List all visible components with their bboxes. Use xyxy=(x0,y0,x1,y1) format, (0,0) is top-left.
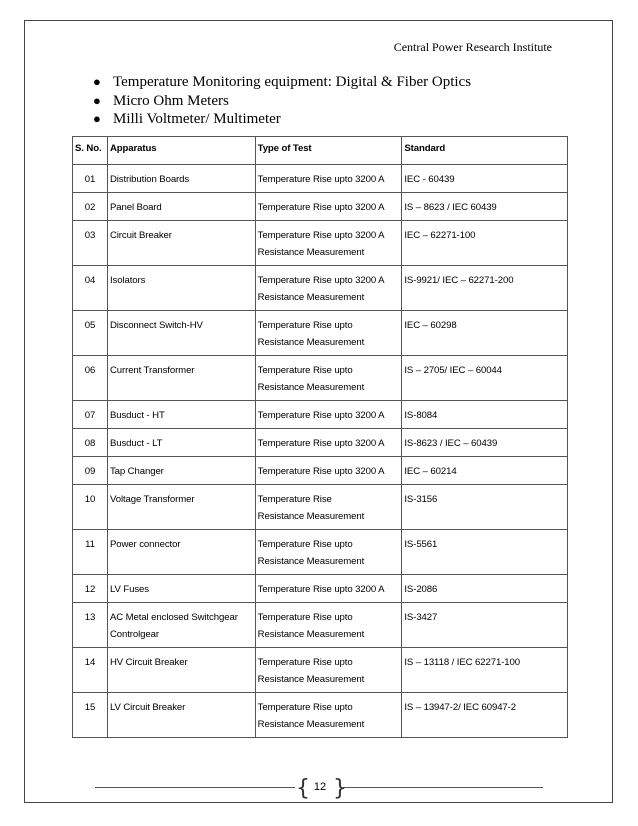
cell-sno: 08 xyxy=(73,429,108,457)
table-row xyxy=(73,401,568,429)
cell-line: IS – 13947-2/ IEC 60947-2 xyxy=(404,702,516,713)
cell-sno: 04 xyxy=(73,266,108,311)
bullet-icon: ● xyxy=(93,111,101,126)
cell-apparatus xyxy=(107,221,255,266)
cell-standard xyxy=(402,429,568,457)
cell-line: Temperature Rise xyxy=(257,494,332,505)
cell-type-of-test xyxy=(255,530,402,575)
list-item-text: Micro Ohm Meters xyxy=(113,92,229,109)
table-row xyxy=(73,485,568,530)
cell-line: Busduct - LT xyxy=(109,438,163,449)
cell-type-of-test xyxy=(255,401,402,429)
cell-sno: 12 xyxy=(73,575,108,603)
cell-line: Disconnect Switch-HV xyxy=(109,320,203,331)
cell-line: IS-8623 / IEC – 60439 xyxy=(404,438,498,449)
cell-type-of-test xyxy=(255,429,402,457)
cell-apparatus xyxy=(107,603,255,648)
cell-apparatus xyxy=(107,693,255,738)
cell-line: Power connector xyxy=(109,539,181,550)
cell-type-of-test xyxy=(255,693,402,738)
cell-type-of-test xyxy=(255,457,402,485)
cell-line: Isolators xyxy=(109,275,146,286)
table-row xyxy=(73,693,568,738)
header-sno: S. No. xyxy=(73,137,108,165)
cell-standard xyxy=(402,485,568,530)
cell-line: HV Circuit Breaker xyxy=(109,657,188,668)
table-row xyxy=(73,356,568,401)
cell-line: Temperature Rise upto xyxy=(257,612,353,623)
cell-standard xyxy=(402,603,568,648)
table-row xyxy=(73,193,568,221)
cell-standard xyxy=(402,221,568,266)
cell-apparatus xyxy=(107,648,255,693)
cell-line: Distribution Boards xyxy=(109,174,190,185)
page-header: Central Power Research Institute xyxy=(393,40,552,54)
cell-line: Circuit Breaker xyxy=(109,230,172,241)
cell-line: IS-8084 xyxy=(404,410,438,421)
table-row xyxy=(73,165,568,193)
cell-line: Voltage Transformer xyxy=(109,494,195,505)
cell-standard xyxy=(402,165,568,193)
list-item xyxy=(93,73,471,92)
header-apparatus: Apparatus xyxy=(107,137,255,165)
cell-apparatus xyxy=(107,165,255,193)
cell-type-of-test xyxy=(255,648,402,693)
cell-line: Temperature Rise upto xyxy=(257,320,353,331)
cell-line: Tap Changer xyxy=(109,466,164,477)
cell-type-of-test xyxy=(255,575,402,603)
table-row xyxy=(73,221,568,266)
cell-standard xyxy=(402,193,568,221)
cell-line: Resistance Measurement xyxy=(257,674,365,685)
cell-sno: 06 xyxy=(73,356,108,401)
cell-line: Temperature Rise upto xyxy=(257,365,353,376)
cell-standard xyxy=(402,575,568,603)
cell-line: Controlgear xyxy=(109,629,159,640)
table-row xyxy=(73,603,568,648)
list-item-text: Temperature Monitoring equipment: Digital & Fiber Optics xyxy=(113,74,472,90)
cell-line: Temperature Rise upto 3200 A xyxy=(257,202,385,213)
cell-line: AC Metal enclosed Switchgear xyxy=(109,612,238,623)
table-row xyxy=(73,311,568,356)
cell-apparatus xyxy=(107,311,255,356)
cell-line: IS-9921/ IEC – 62271-200 xyxy=(404,275,514,286)
cell-type-of-test xyxy=(255,193,402,221)
cell-line: Current Transformer xyxy=(109,365,195,376)
cell-line: IS-5561 xyxy=(404,539,438,550)
cell-standard xyxy=(402,266,568,311)
page-number-bracket-right: } xyxy=(333,776,347,801)
cell-type-of-test xyxy=(255,485,402,530)
cell-line: Temperature Rise upto 3200 A xyxy=(257,275,385,286)
cell-sno: 13 xyxy=(73,603,108,648)
cell-line: LV Fuses xyxy=(109,584,149,595)
page-number-bracket-left: { xyxy=(296,776,310,801)
cell-line: Temperature Rise upto 3200 A xyxy=(257,584,385,595)
cell-apparatus xyxy=(107,356,255,401)
cell-apparatus xyxy=(107,266,255,311)
cell-standard xyxy=(402,530,568,575)
cell-sno: 11 xyxy=(73,530,108,575)
cell-line: LV Circuit Breaker xyxy=(109,702,186,713)
page-number: 12 xyxy=(313,781,327,793)
cell-sno: 02 xyxy=(73,193,108,221)
list-item-text: Milli Voltmeter/ Multimeter xyxy=(113,111,281,127)
cell-sno: 10 xyxy=(73,485,108,530)
header-standard: Standard xyxy=(402,137,568,165)
cell-line: IEC – 60214 xyxy=(404,466,457,477)
bullet-icon: ● xyxy=(93,74,101,89)
cell-type-of-test xyxy=(255,311,402,356)
bullet-icon: ● xyxy=(93,92,101,108)
cell-line: IEC – 62271-100 xyxy=(404,230,476,241)
cell-type-of-test xyxy=(255,266,402,311)
table-row xyxy=(73,530,568,575)
cell-line: IS – 2705/ IEC – 60044 xyxy=(404,365,502,376)
cell-apparatus xyxy=(107,485,255,530)
cell-line: IS – 8623 / IEC 60439 xyxy=(404,202,497,213)
list-item xyxy=(93,110,471,129)
cell-line: Temperature Rise upto 3200 A xyxy=(257,466,385,477)
cell-type-of-test xyxy=(255,603,402,648)
header-type-of-test: Type of Test xyxy=(255,137,402,165)
cell-apparatus xyxy=(107,575,255,603)
cell-line: Temperature Rise upto xyxy=(257,539,353,550)
cell-sno: 15 xyxy=(73,693,108,738)
cell-type-of-test xyxy=(255,221,402,266)
cell-line: Resistance Measurement xyxy=(257,629,365,640)
cell-standard xyxy=(402,311,568,356)
cell-line: Temperature Rise upto 3200 A xyxy=(257,438,385,449)
cell-apparatus xyxy=(107,530,255,575)
table-row xyxy=(73,648,568,693)
cell-line: Resistance Measurement xyxy=(257,382,365,393)
cell-line: Resistance Measurement xyxy=(257,719,365,730)
cell-line: Temperature Rise upto xyxy=(257,657,353,668)
cell-sno: 09 xyxy=(73,457,108,485)
cell-standard xyxy=(402,693,568,738)
cell-sno: 05 xyxy=(73,311,108,356)
table-header-row xyxy=(73,137,568,165)
cell-apparatus xyxy=(107,193,255,221)
cell-sno: 03 xyxy=(73,221,108,266)
cell-line: IS-3427 xyxy=(404,612,438,623)
cell-type-of-test xyxy=(255,356,402,401)
list-item xyxy=(93,92,471,111)
cell-type-of-test xyxy=(255,165,402,193)
table-row xyxy=(73,457,568,485)
table-row xyxy=(73,266,568,311)
equipment-list xyxy=(93,73,471,129)
cell-line: Resistance Measurement xyxy=(257,556,365,567)
test-table xyxy=(72,136,568,738)
cell-line: Resistance Measurement xyxy=(257,247,365,258)
cell-line: Temperature Rise upto 3200 A xyxy=(257,410,385,421)
cell-line: Resistance Measurement xyxy=(257,337,365,348)
cell-line: Panel Board xyxy=(109,202,162,213)
table-row xyxy=(73,429,568,457)
cell-standard xyxy=(402,648,568,693)
cell-line: Busduct - HT xyxy=(109,410,165,421)
cell-line: Resistance Measurement xyxy=(257,292,365,303)
footer-divider-right xyxy=(343,787,543,788)
cell-line: IS-3156 xyxy=(404,494,438,505)
cell-line: Resistance Measurement xyxy=(257,511,365,522)
cell-sno: 01 xyxy=(73,165,108,193)
cell-sno: 07 xyxy=(73,401,108,429)
cell-line: IS – 13118 / IEC 62271-100 xyxy=(404,657,520,668)
cell-line: Temperature Rise upto 3200 A xyxy=(257,230,385,241)
cell-line: Temperature Rise upto xyxy=(257,702,353,713)
table-row xyxy=(73,575,568,603)
cell-standard xyxy=(402,457,568,485)
cell-apparatus xyxy=(107,429,255,457)
cell-line: IEC – 60298 xyxy=(404,320,457,331)
cell-line: Temperature Rise upto 3200 A xyxy=(257,174,385,185)
cell-sno: 14 xyxy=(73,648,108,693)
cell-standard xyxy=(402,401,568,429)
footer-divider-left xyxy=(95,787,295,788)
cell-apparatus xyxy=(107,457,255,485)
cell-standard xyxy=(402,356,568,401)
cell-apparatus xyxy=(107,401,255,429)
cell-line: IEC - 60439 xyxy=(404,174,455,185)
cell-line: IS-2086 xyxy=(404,584,438,595)
table-body xyxy=(73,165,568,738)
